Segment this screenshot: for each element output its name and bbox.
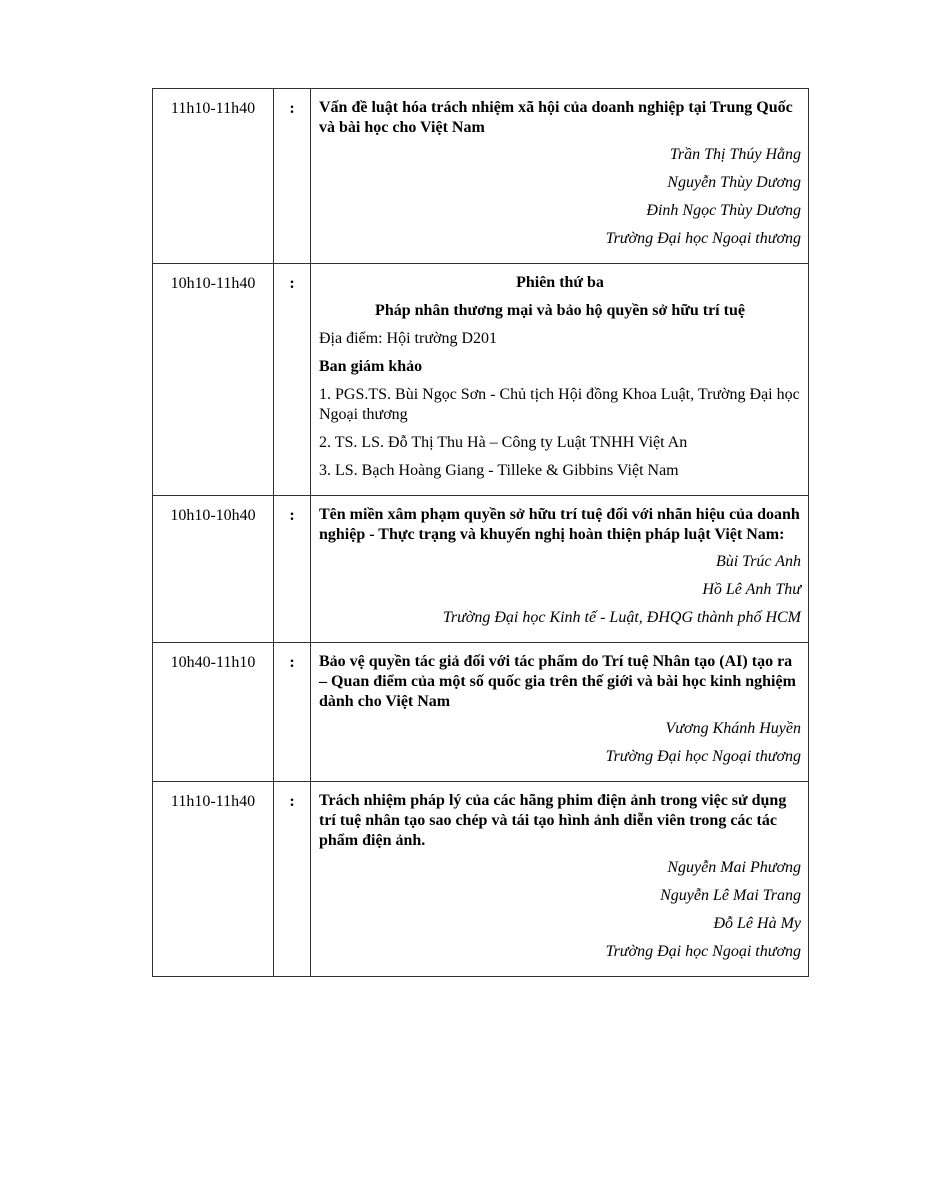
separator-cell: : <box>274 643 311 782</box>
table-row <box>153 89 809 264</box>
author-line: Trần Thị Thúy Hằng <box>669 146 801 163</box>
separator-cell: : <box>274 89 311 264</box>
agenda-table <box>152 88 809 977</box>
table-row <box>153 643 809 782</box>
jury-member: 2. TS. LS. Đỗ Thị Thu Hà – Công ty Luật TNHH Việt An <box>319 434 688 451</box>
time-cell: 10h40-11h10 <box>153 643 274 782</box>
author-line: Nguyễn Mai Phương <box>667 859 801 876</box>
affiliation-line: Trường Đại học Kinh tế - Luật, ĐHQG thành phố HCM <box>442 609 801 626</box>
content-cell <box>311 89 809 264</box>
paper-title: Tên miền xâm phạm quyền sở hữu trí tuệ đối với nhãn hiệu của doanh nghiệp - Thực trạng và khuyến nghị hoàn thiện pháp luật Việt Nam: <box>319 506 800 543</box>
separator-cell: : <box>274 782 311 977</box>
paper-title: Vấn đề luật hóa trách nhiệm xã hội của doanh nghiệp tại Trung Quốc và bài học cho Việt Nam <box>319 99 793 136</box>
time-cell: 10h10-11h40 <box>153 264 274 496</box>
session-title: Phiên thứ ba <box>516 274 604 291</box>
affiliation-line: Trường Đại học Ngoại thương <box>605 230 801 247</box>
content-cell <box>311 496 809 643</box>
paper-title: Trách nhiệm pháp lý của các hãng phim điện ảnh trong việc sử dụng trí tuệ nhân tạo sao chép và tái tạo hình ảnh diễn viên trong các tác phẩm điện ảnh. <box>319 792 787 849</box>
time-cell: 11h10-11h40 <box>153 782 274 977</box>
author-line: Hồ Lê Anh Thư <box>702 581 801 598</box>
content-cell <box>311 264 809 496</box>
jury-heading: Ban giám khảo <box>319 358 423 375</box>
table-row <box>153 782 809 977</box>
author-line: Bùi Trúc Anh <box>715 553 801 570</box>
table-row <box>153 264 809 496</box>
author-line: Đỗ Lê Hà My <box>713 915 801 932</box>
content-cell <box>311 643 809 782</box>
affiliation-line: Trường Đại học Ngoại thương <box>605 748 801 765</box>
time-cell: 10h10-10h40 <box>153 496 274 643</box>
author-line: Vương Khánh Huyền <box>665 720 801 737</box>
separator-cell: : <box>274 264 311 496</box>
separator-cell: : <box>274 496 311 643</box>
paper-title: Bảo vệ quyền tác giả đối với tác phẩm do Trí tuệ Nhân tạo (AI) tạo ra – Quan điểm của một số quốc gia trên thế giới và bài học kinh nghiệm dành cho Việt Nam <box>319 653 796 710</box>
time-cell: 11h10-11h40 <box>153 89 274 264</box>
venue-line: Địa điểm: Hội trường D201 <box>319 330 497 347</box>
author-line: Nguyễn Thùy Dương <box>667 174 801 191</box>
session-topic: Pháp nhân thương mại và bảo hộ quyền sở hữu trí tuệ <box>375 302 745 319</box>
author-line: Nguyễn Lê Mai Trang <box>660 887 801 904</box>
affiliation-line: Trường Đại học Ngoại thương <box>605 943 801 960</box>
jury-member: 3. LS. Bạch Hoàng Giang - Tilleke & Gibbins Việt Nam <box>319 462 679 479</box>
author-line: Đinh Ngọc Thùy Dương <box>646 202 801 219</box>
jury-member: 1. PGS.TS. Bùi Ngọc Sơn - Chủ tịch Hội đồng Khoa Luật, Trường Đại học Ngoại thương <box>319 386 800 423</box>
table-row <box>153 496 809 643</box>
content-cell <box>311 782 809 977</box>
